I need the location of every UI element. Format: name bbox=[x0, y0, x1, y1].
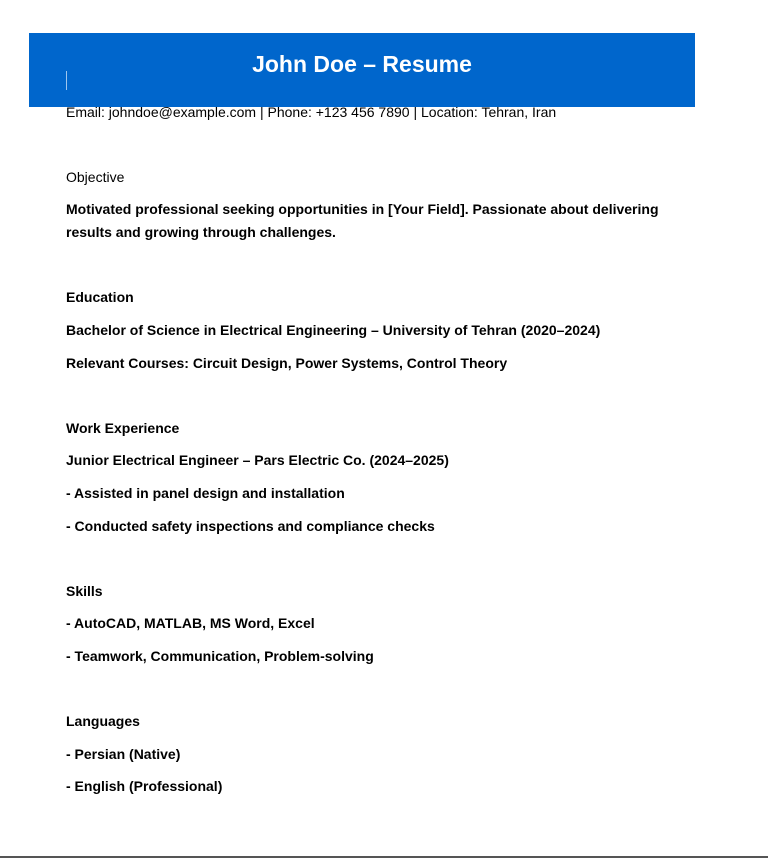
objective-text: Motivated professional seeking opportunities in [Your Field]. Passionate about delivering results and growing through challenges. bbox=[66, 201, 659, 240]
languages-item: - Persian (Native) bbox=[66, 746, 181, 762]
text-cursor bbox=[66, 71, 67, 90]
work-heading: Work Experience bbox=[66, 420, 180, 436]
education-courses: Relevant Courses: Circuit Design, Power Systems, Control Theory bbox=[66, 355, 508, 371]
education-heading: Education bbox=[66, 289, 134, 305]
languages-heading: Languages bbox=[66, 713, 140, 729]
work-item: - Conducted safety inspections and compliance checks bbox=[66, 518, 435, 534]
page-title: John Doe – Resume bbox=[252, 51, 472, 77]
skills-item: - AutoCAD, MATLAB, MS Word, Excel bbox=[66, 615, 315, 631]
contact-line: Email: johndoe@example.com | Phone: +123 456 7890 | Location: Tehran, Iran bbox=[66, 104, 557, 120]
objective-heading: Objective bbox=[66, 169, 125, 185]
work-item: - Assisted in panel design and installation bbox=[66, 485, 345, 501]
work-position: Junior Electrical Engineer – Pars Electric Co. (2024–2025) bbox=[66, 452, 449, 468]
skills-item: - Teamwork, Communication, Problem-solving bbox=[66, 648, 374, 664]
header-banner bbox=[29, 33, 695, 107]
languages-item: - English (Professional) bbox=[66, 778, 223, 794]
education-degree: Bachelor of Science in Electrical Engineering – University of Tehran (2020–2024) bbox=[66, 322, 601, 338]
skills-heading: Skills bbox=[66, 583, 103, 599]
